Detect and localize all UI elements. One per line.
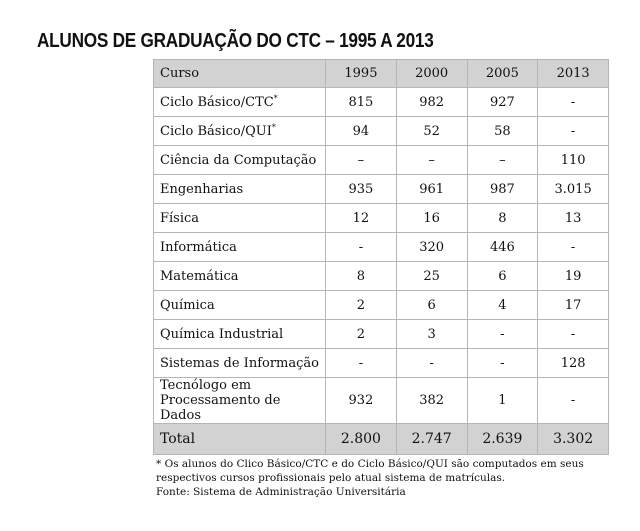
value-1995: 2 <box>326 291 397 320</box>
table-row <box>154 175 609 204</box>
value-2000: 382 <box>396 378 467 424</box>
value-1995: – <box>326 146 397 175</box>
value-1995: - <box>326 233 397 262</box>
value-2000: 6 <box>396 291 467 320</box>
table-row <box>154 378 609 424</box>
value-1995: 8 <box>326 262 397 291</box>
course-name: Ciência da Computação <box>154 146 326 175</box>
value-2005: 987 <box>467 175 538 204</box>
course-name: Ciclo Básico/CTC* <box>154 88 326 117</box>
table-row <box>154 349 609 378</box>
table-row <box>154 262 609 291</box>
footnote-line-1: * Os alunos do Clico Básico/CTC e do Ciclo Básico/QUI são computados em seus <box>156 458 584 470</box>
course-name <box>154 378 326 424</box>
value-2013: - <box>538 378 609 424</box>
value-1995: 935 <box>326 175 397 204</box>
value-2005: – <box>467 146 538 175</box>
value-1995: 2 <box>326 320 397 349</box>
header-2000: 2000 <box>396 60 467 88</box>
header-2013: 2013 <box>538 60 609 88</box>
value-2000: - <box>396 349 467 378</box>
value-2000: 320 <box>396 233 467 262</box>
total-2000: 2.747 <box>396 424 467 455</box>
course-name-line2: Processamento de Dados <box>160 393 281 423</box>
course-name: Física <box>154 204 326 233</box>
course-name: Sistemas de Informação <box>154 349 326 378</box>
value-2005: - <box>467 320 538 349</box>
value-2013: 3.015 <box>538 175 609 204</box>
total-1995: 2.800 <box>326 424 397 455</box>
course-name: Ciclo Básico/QUI* <box>154 117 326 146</box>
course-name: Engenharias <box>154 175 326 204</box>
course-name: Química <box>154 291 326 320</box>
total-2013: 3.302 <box>538 424 609 455</box>
page-title: ALUNOS DE GRADUAÇÃO DO CTC – 1995 A 2013 <box>37 30 434 52</box>
table-row <box>154 233 609 262</box>
value-2005: 8 <box>467 204 538 233</box>
table-row <box>154 204 609 233</box>
enrollment-table <box>153 59 609 455</box>
header-2005: 2005 <box>467 60 538 88</box>
value-2000: 52 <box>396 117 467 146</box>
table-row <box>154 146 609 175</box>
value-2013: - <box>538 320 609 349</box>
total-2005: 2.639 <box>467 424 538 455</box>
table-row <box>154 88 609 117</box>
value-2005: - <box>467 349 538 378</box>
value-2013: - <box>538 88 609 117</box>
value-2005: 1 <box>467 378 538 424</box>
course-name-line1: Tecnólogo em <box>160 378 252 393</box>
source-line: Fonte: Sistema de Administração Universitária <box>156 486 406 498</box>
value-2013: 110 <box>538 146 609 175</box>
value-2000: 25 <box>396 262 467 291</box>
value-2005: 4 <box>467 291 538 320</box>
value-1995: 815 <box>326 88 397 117</box>
value-2005: 927 <box>467 88 538 117</box>
course-name: Matemática <box>154 262 326 291</box>
value-2013: 19 <box>538 262 609 291</box>
header-curso: Curso <box>154 60 326 88</box>
value-2013: 17 <box>538 291 609 320</box>
value-1995: - <box>326 349 397 378</box>
table-row <box>154 291 609 320</box>
table-row <box>154 320 609 349</box>
total-label: Total <box>154 424 326 455</box>
value-1995: 94 <box>326 117 397 146</box>
total-row <box>154 424 609 455</box>
value-2005: 446 <box>467 233 538 262</box>
table-header-row <box>154 60 609 88</box>
course-name: Química Industrial <box>154 320 326 349</box>
value-2000: 982 <box>396 88 467 117</box>
value-2013: 13 <box>538 204 609 233</box>
footnote-marker: * <box>273 93 278 103</box>
footnote-marker: * <box>271 122 276 132</box>
table-notes <box>156 457 596 499</box>
course-name: Informática <box>154 233 326 262</box>
value-1995: 12 <box>326 204 397 233</box>
value-2005: 6 <box>467 262 538 291</box>
value-2000: 3 <box>396 320 467 349</box>
value-2000: – <box>396 146 467 175</box>
value-2000: 961 <box>396 175 467 204</box>
value-2000: 16 <box>396 204 467 233</box>
table-row <box>154 117 609 146</box>
value-2005: 58 <box>467 117 538 146</box>
value-2013: - <box>538 117 609 146</box>
value-2013: - <box>538 233 609 262</box>
value-1995: 932 <box>326 378 397 424</box>
footnote-line-2: respectivos cursos profissionais pelo atual sistema de matrículas. <box>156 472 506 484</box>
value-2013: 128 <box>538 349 609 378</box>
header-1995: 1995 <box>326 60 397 88</box>
